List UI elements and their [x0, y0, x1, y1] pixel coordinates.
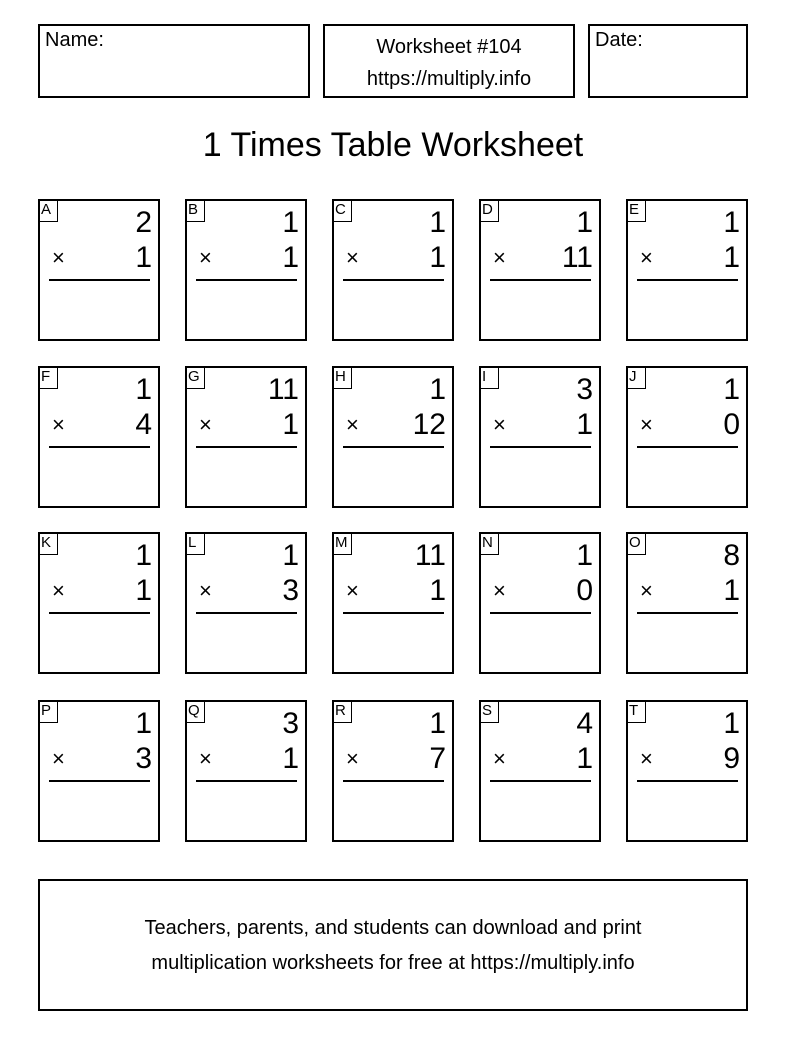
multiplier: 3 [135, 742, 152, 775]
problem-letter: I [479, 366, 499, 389]
multiplicand: 1 [576, 206, 593, 239]
worksheet-info-box [323, 24, 575, 98]
multiply-sign: × [640, 245, 653, 270]
multiplier: 1 [282, 408, 299, 441]
problem-card [332, 366, 454, 508]
answer-line [343, 446, 444, 448]
problem-letter: E [626, 199, 646, 222]
multiplicand: 3 [282, 707, 299, 740]
multiply-sign: × [52, 245, 65, 270]
problem-letter: N [479, 532, 499, 555]
multiply-sign: × [52, 412, 65, 437]
answer-line [49, 780, 150, 782]
multiplicand: 2 [135, 206, 152, 239]
problem-card [185, 532, 307, 674]
problem-letter: J [626, 366, 646, 389]
multiplicand: 1 [723, 707, 740, 740]
worksheet-number: Worksheet #104 [376, 36, 522, 58]
multiply-sign: × [199, 746, 212, 771]
problem-card [185, 700, 307, 842]
problem-card [479, 199, 601, 341]
problem-card [626, 199, 748, 341]
problem-letter: K [38, 532, 58, 555]
multiplier: 1 [429, 574, 446, 607]
worksheet-url: https://multiply.info [366, 68, 532, 90]
answer-line [49, 279, 150, 281]
multiply-sign: × [52, 578, 65, 603]
multiply-sign: × [493, 412, 506, 437]
multiplicand: 8 [723, 539, 740, 572]
problem-letter: T [626, 700, 646, 723]
multiply-sign: × [346, 746, 359, 771]
multiplicand: 11 [414, 539, 446, 572]
multiplier: 0 [576, 574, 593, 607]
answer-line [196, 780, 297, 782]
answer-line [490, 279, 591, 281]
problem-card [332, 199, 454, 341]
problem-letter: B [185, 199, 205, 222]
problem-letter: R [332, 700, 352, 723]
answer-line [637, 446, 738, 448]
multiplicand: 11 [267, 373, 299, 406]
multiply-sign: × [199, 245, 212, 270]
multiply-sign: × [640, 746, 653, 771]
multiply-sign: × [346, 578, 359, 603]
multiplier: 9 [723, 742, 740, 775]
multiply-sign: × [640, 578, 653, 603]
multiplier: 1 [135, 241, 152, 274]
problem-letter: L [185, 532, 205, 555]
answer-line [196, 446, 297, 448]
name-field-box [38, 24, 310, 98]
multiplier: 1 [576, 742, 593, 775]
multiply-sign: × [199, 578, 212, 603]
multiply-sign: × [52, 746, 65, 771]
page-title: 1 Times Table Worksheet [202, 126, 584, 164]
multiply-sign: × [199, 412, 212, 437]
multiply-sign: × [640, 412, 653, 437]
answer-line [490, 612, 591, 614]
problem-letter: Q [185, 700, 205, 723]
problem-card [185, 199, 307, 341]
multiplier: 3 [282, 574, 299, 607]
multiplier: 12 [412, 408, 446, 441]
problem-card [185, 366, 307, 508]
problem-letter: O [626, 532, 646, 555]
multiplier: 11 [561, 241, 593, 274]
problem-card [626, 366, 748, 508]
multiplicand: 1 [576, 539, 593, 572]
multiplier: 1 [576, 408, 593, 441]
multiplicand: 1 [135, 373, 152, 406]
multiplicand: 1 [723, 373, 740, 406]
multiplier: 1 [282, 742, 299, 775]
answer-line [343, 279, 444, 281]
problem-letter: D [479, 199, 499, 222]
problem-card [626, 700, 748, 842]
multiply-sign: × [346, 412, 359, 437]
multiplicand: 1 [135, 539, 152, 572]
problem-letter: M [332, 532, 352, 555]
answer-line [196, 612, 297, 614]
multiplier: 4 [135, 408, 152, 441]
footer-box [38, 879, 748, 1011]
answer-line [343, 780, 444, 782]
multiplicand: 3 [576, 373, 593, 406]
multiply-sign: × [493, 578, 506, 603]
multiply-sign: × [346, 245, 359, 270]
multiplicand: 1 [135, 707, 152, 740]
name-label: Name: [45, 29, 104, 51]
problem-card [626, 532, 748, 674]
answer-line [637, 279, 738, 281]
answer-line [49, 612, 150, 614]
multiplier: 1 [723, 241, 740, 274]
answer-line [343, 612, 444, 614]
problem-card [38, 199, 160, 341]
answer-line [490, 780, 591, 782]
multiplier: 1 [282, 241, 299, 274]
answer-line [196, 279, 297, 281]
answer-line [637, 612, 738, 614]
problem-letter: H [332, 366, 352, 389]
multiply-sign: × [493, 245, 506, 270]
date-field-box [588, 24, 748, 98]
multiplicand: 1 [282, 539, 299, 572]
problem-letter: A [38, 199, 58, 222]
date-label: Date: [595, 29, 643, 51]
problem-card [38, 532, 160, 674]
problem-card [38, 700, 160, 842]
multiplicand: 1 [723, 206, 740, 239]
multiplier: 1 [723, 574, 740, 607]
problem-card [479, 532, 601, 674]
multiplier: 1 [135, 574, 152, 607]
multiplicand: 1 [429, 373, 446, 406]
multiplicand: 1 [282, 206, 299, 239]
problem-letter: S [479, 700, 499, 723]
footer-line-1: Teachers, parents, and students can download and print [144, 917, 642, 939]
multiplicand: 1 [429, 206, 446, 239]
problem-card [332, 532, 454, 674]
problem-letter: C [332, 199, 352, 222]
problem-letter: F [38, 366, 58, 389]
multiplier: 7 [429, 742, 446, 775]
answer-line [490, 446, 591, 448]
answer-line [637, 780, 738, 782]
multiply-sign: × [493, 746, 506, 771]
problem-letter: P [38, 700, 58, 723]
multiplier: 1 [429, 241, 446, 274]
answer-line [49, 446, 150, 448]
multiplier: 0 [723, 408, 740, 441]
problem-card [332, 700, 454, 842]
problem-card [479, 700, 601, 842]
multiplicand: 1 [429, 707, 446, 740]
problem-card [38, 366, 160, 508]
footer-line-2: multiplication worksheets for free at https://multiply.info [151, 952, 635, 974]
problem-card [479, 366, 601, 508]
problem-letter: G [185, 366, 205, 389]
multiplicand: 4 [576, 707, 593, 740]
